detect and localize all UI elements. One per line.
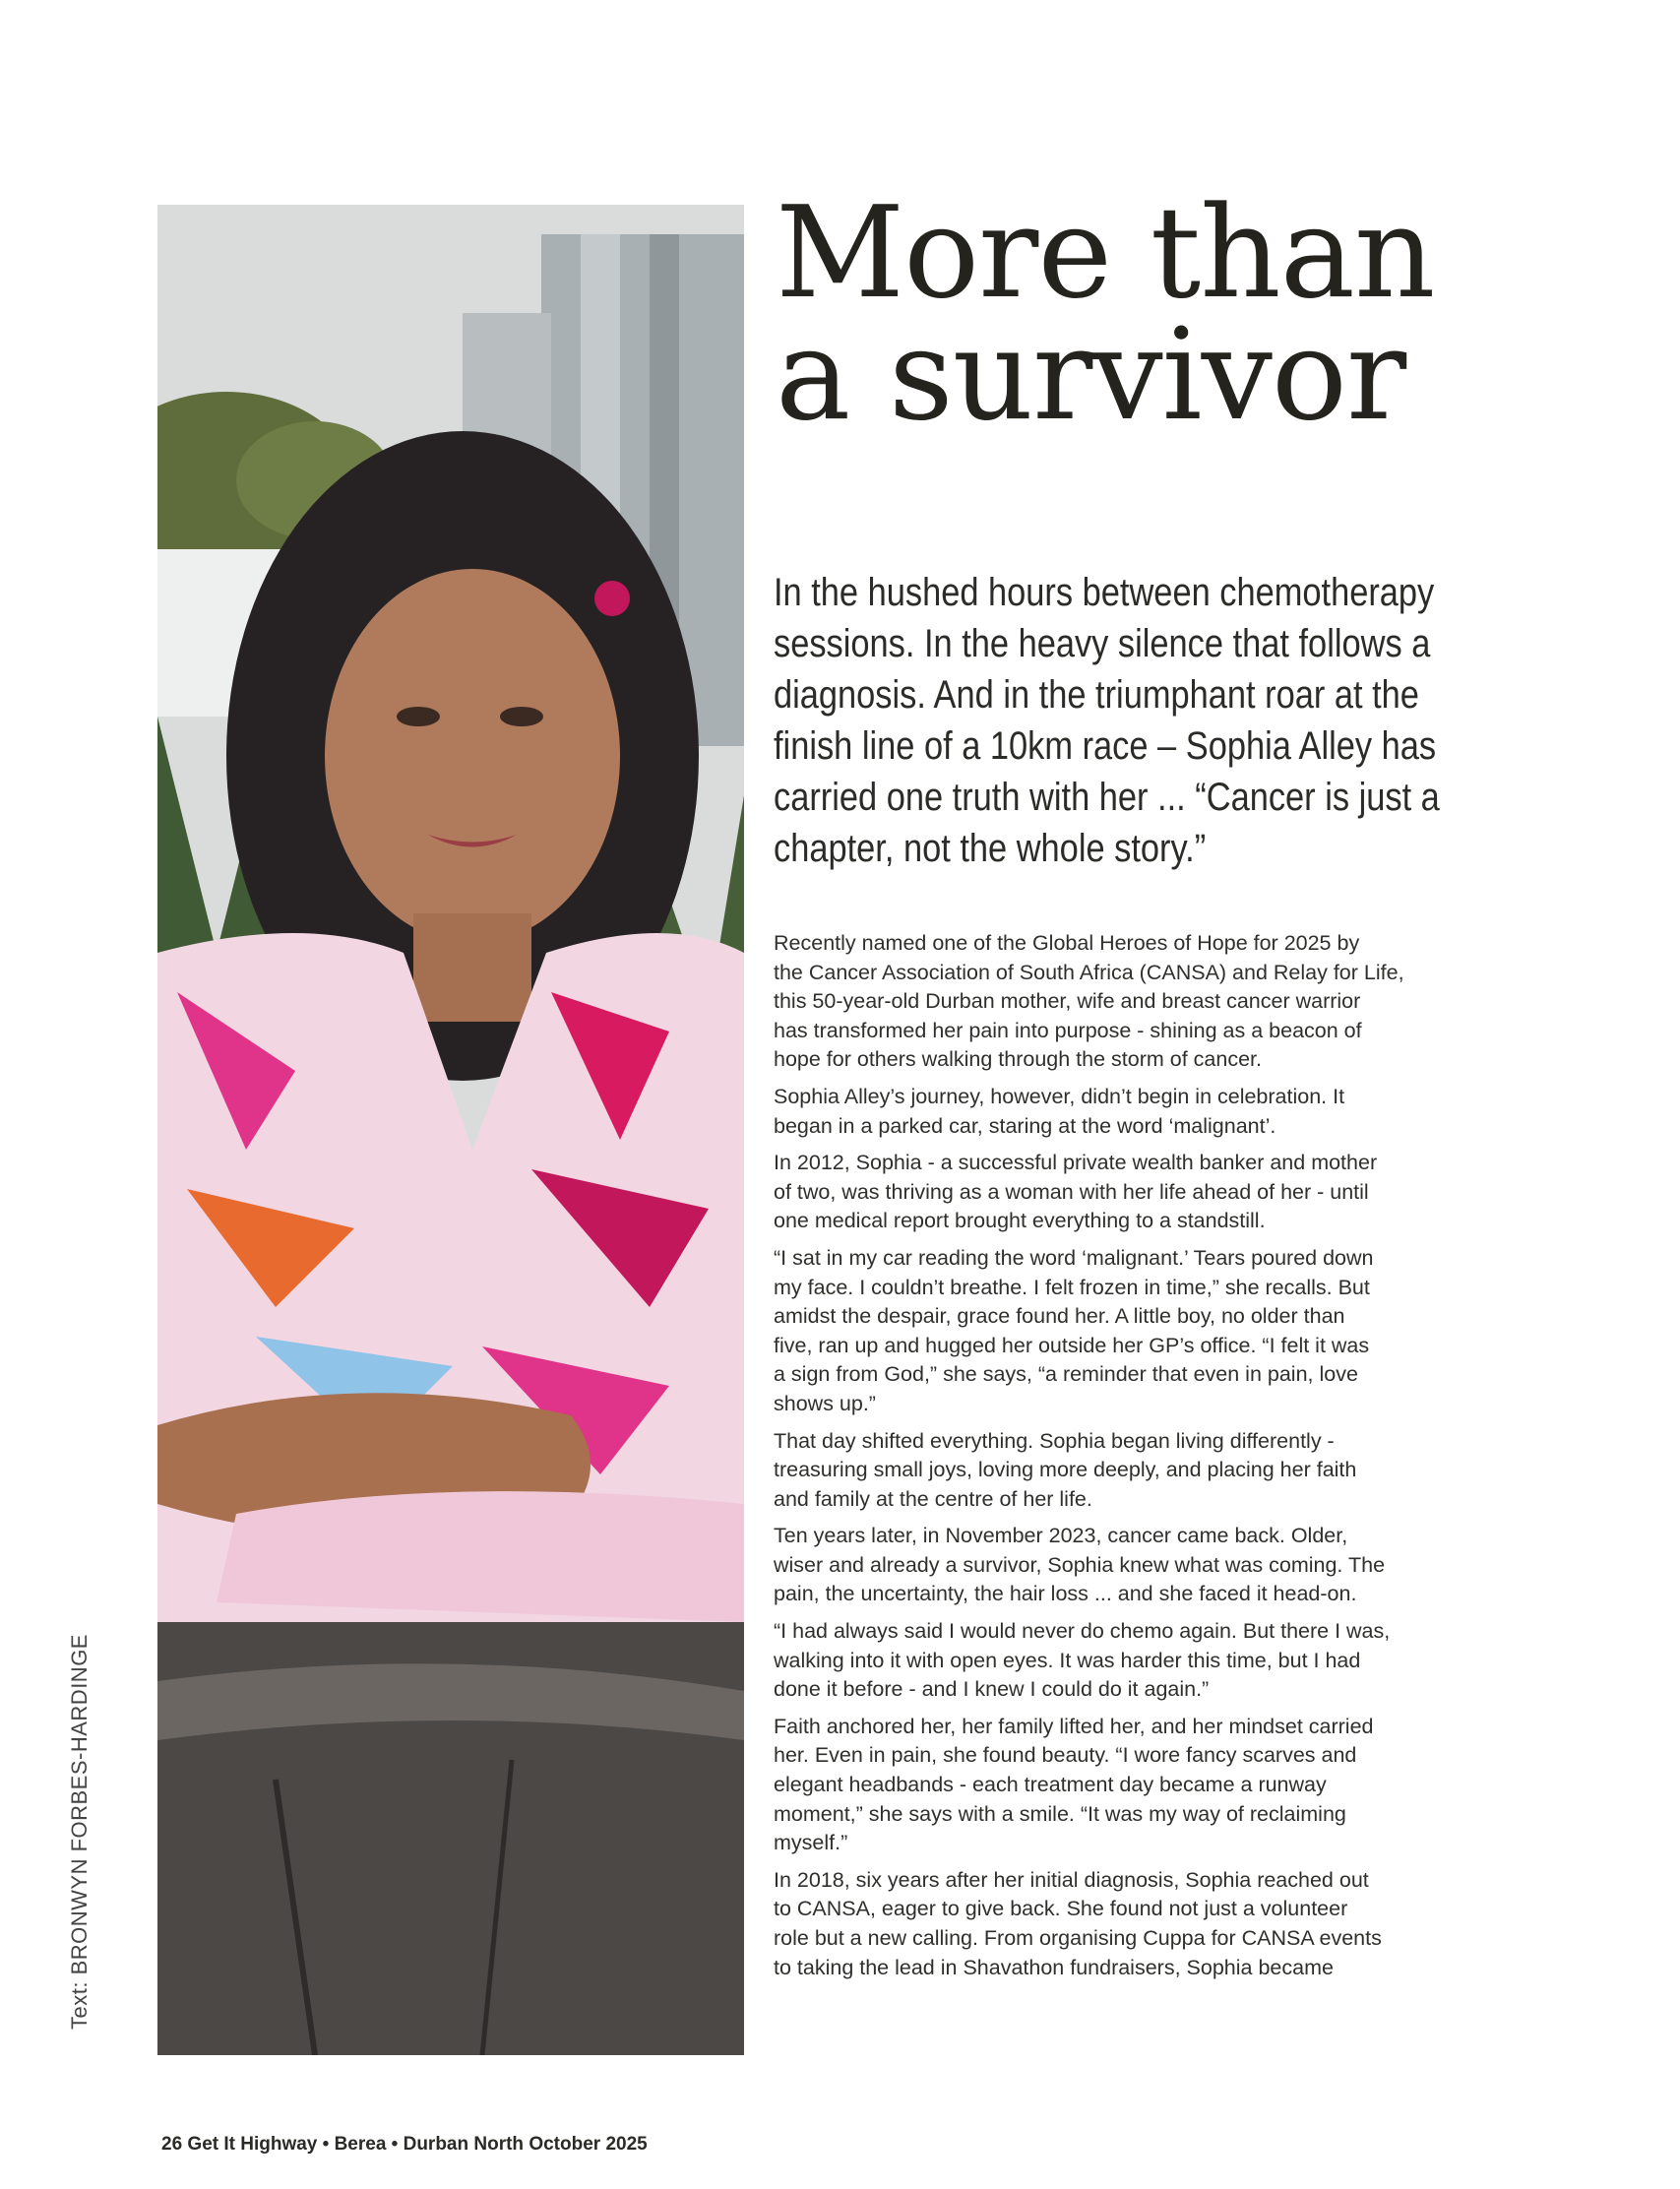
standfirst	[774, 567, 1629, 874]
body-paragraph	[774, 1866, 1472, 1982]
standfirst-line: In the hushed hours between chemotherapy	[774, 571, 1435, 614]
body-paragraph	[774, 1244, 1472, 1419]
body-paragraph	[774, 1427, 1472, 1515]
body-line: of two, was thriving as a woman with her life ahead of her - until	[774, 1179, 1369, 1204]
body-line: Sophia Alley’s journey, however, didn’t begin in celebration. It	[774, 1084, 1345, 1108]
standfirst-line: chapter, not the whole story.”	[774, 827, 1207, 870]
body-line: wiser and already a survivor, Sophia knew what was coming. The	[774, 1552, 1386, 1577]
body-line: treasuring small joys, loving more deeply, and placing her faith	[774, 1458, 1357, 1482]
body-line: and family at the centre of her life.	[774, 1486, 1092, 1511]
body-line: has transformed her pain into purpose - shining as a beacon of	[774, 1018, 1362, 1042]
body-line: the Cancer Association of South Africa (CANSA) and Relay for Life,	[774, 960, 1404, 984]
body-line: “I sat in my car reading the word ‘malignant.’ Tears poured down	[774, 1245, 1374, 1270]
body-line: amidst the despair, grace found her. A little boy, no older than	[774, 1304, 1345, 1329]
body-line: to taking the lead in Shavathon fundraisers, Sophia became	[774, 1955, 1334, 1979]
body-line: this 50-year-old Durban mother, wife and breast cancer warrior	[774, 989, 1361, 1014]
standfirst-line: diagnosis. And in the triumphant roar at the	[774, 673, 1419, 717]
headline-line-2: a survivor	[776, 302, 1406, 449]
body-line: pain, the uncertainty, the hair loss ... and she faced it head-on.	[774, 1582, 1357, 1606]
standfirst-line: carried one truth with her ... “Cancer is just a	[774, 776, 1440, 819]
page-footer: 26 Get It Highway • Berea • Durban North October 2025	[161, 2134, 648, 2155]
body-paragraph	[774, 1149, 1472, 1236]
body-line: Recently named one of the Global Heroes of Hope for 2025 by	[774, 931, 1360, 955]
body-line: moment,” she says with a smile. “It was my way of reclaiming	[774, 1801, 1346, 1826]
body-line: one medical report brought everything to a standstill.	[774, 1209, 1266, 1233]
body-line: myself.”	[774, 1831, 848, 1855]
body-line: Ten years later, in November 2023, cancer came back. Older,	[774, 1524, 1348, 1548]
standfirst-line: finish line of a 10km race – Sophia Alley has	[774, 724, 1437, 768]
standfirst-line: sessions. In the heavy silence that follows a	[774, 622, 1431, 665]
portrait-photo	[157, 205, 744, 2055]
body-line: done it before - and I knew I could do it again.”	[774, 1677, 1210, 1702]
body-line: walking into it with open eyes. It was harder this time, but I had	[774, 1648, 1361, 1672]
body-line: Faith anchored her, her family lifted her, and her mindset carried	[774, 1714, 1374, 1738]
body-line: shows up.”	[774, 1391, 876, 1415]
body-line: a sign from God,” she says, “a reminder that even in pain, love	[774, 1362, 1358, 1387]
body-paragraph	[774, 929, 1472, 1075]
body-paragraph	[774, 1617, 1472, 1705]
body-line: her. Even in pain, she found beauty. “I wore fancy scarves and	[774, 1743, 1357, 1768]
body-line: In 2018, six years after her initial diagnosis, Sophia reached out	[774, 1867, 1369, 1892]
article-body	[774, 929, 1472, 1990]
photo-credit: Text: BRONWYN FORBES-HARDINGE	[67, 1634, 92, 2030]
body-line: began in a parked car, staring at the word ‘malignant’.	[774, 1113, 1276, 1138]
body-line: elegant headbands - each treatment day became a runway	[774, 1773, 1327, 1797]
body-line: my face. I couldn’t breathe. I felt frozen in time,” she recalls. But	[774, 1275, 1370, 1299]
body-line: five, ran up and hugged her outside her GP’s office. “I felt it was	[774, 1333, 1370, 1357]
body-line: hope for others walking through the storm of cancer.	[774, 1047, 1262, 1072]
headline	[776, 180, 1642, 449]
body-line: In 2012, Sophia - a successful private wealth banker and mother	[774, 1151, 1378, 1175]
body-paragraph	[774, 1713, 1472, 1858]
body-paragraph	[774, 1083, 1472, 1141]
body-paragraph	[774, 1522, 1472, 1609]
body-line: role but a new calling. From organising Cuppa for CANSA events	[774, 1926, 1382, 1950]
body-line: to CANSA, eager to give back. She found not just a volunteer	[774, 1897, 1348, 1921]
body-line: That day shifted everything. Sophia began living differently -	[774, 1428, 1335, 1453]
headline-line-1: More than	[776, 180, 1435, 327]
body-line: “I had always said I would never do chemo again. But there I was,	[774, 1619, 1391, 1644]
